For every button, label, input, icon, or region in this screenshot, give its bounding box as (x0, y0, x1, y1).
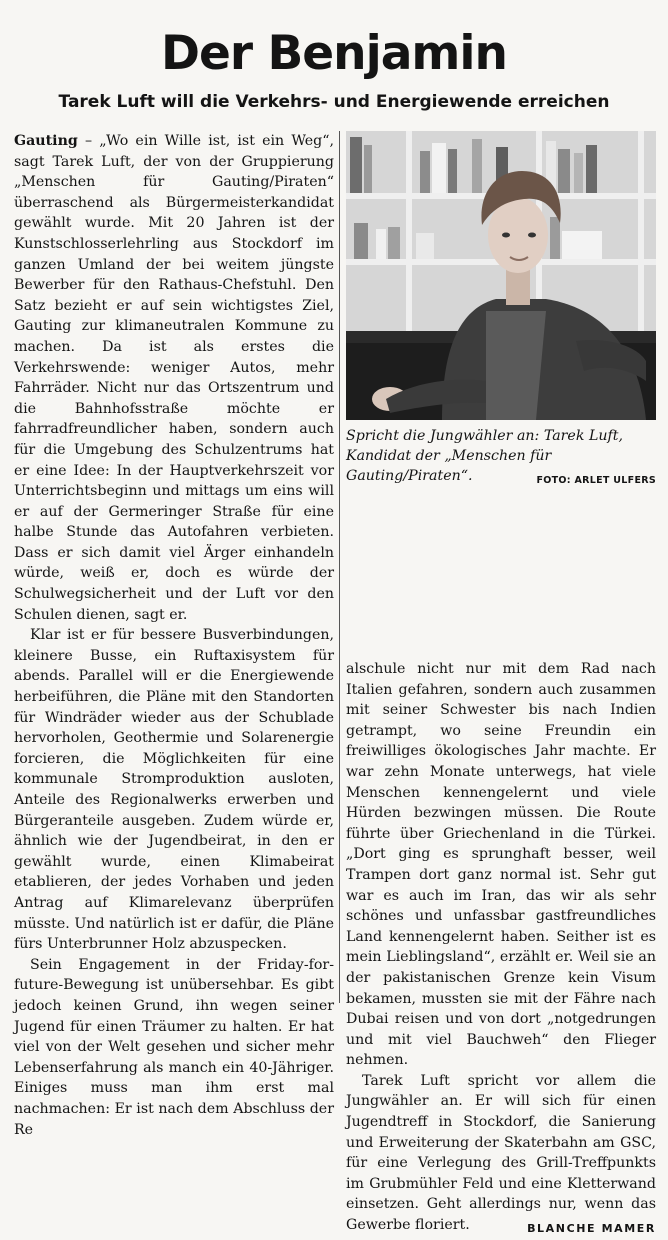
photo-caption: Spricht die Jungwähler an: Tarek Luft, Kandidat der „Menschen für Gauting/Piraten“. (346, 428, 623, 484)
paragraph-text: – „Wo ein Wille ist, ist ein Weg“, sagt Tarek Luft, der von der Gruppierung „Menschen für Gauting/Piraten“ überraschend als Bürgermeisterkandidat gewählt wurde. Mit 20 Jahren ist der Kunstschlosserlehrling aus Stockdorf im ganzen Umland der bei weitem jüngste Bewerber für den Rathaus-Chefstuhl. Den Satz bezieht er auf sein wichtigstes Ziel, Gauting zur klimaneutralen Kommune zu machen. Da ist als erstes die Verkehrswende: weniger Autos, mehr Fahrräder. Nicht nur das Ortszentrum und die Bahnhofsstraße möchte er fahrradfreundlicher haben, sondern auch für die Umgebung des Schulzentrums hat er eine Idee: In der Hauptverkehrszeit vor Unterrichtsbeginn und mittags um eins will er auf der Germeringer Straße für eine halbe Stunde das Autofahren verbieten. Dass er sich damit viel Ärger einhandeln würde, weiß er, doch es würde der Schulwegsicherheit und der Luft vor den Schulen dienen, sagt er. (14, 133, 334, 623)
photo-caption-block (346, 426, 656, 491)
paragraph: Klar ist er für bessere Busverbindungen, kleinere Busse, ein Ruftaxisystem für abends. Parallel will er die Energiewende herbeiführen, die Pläne mit den Standorten für Windräder wieder aus der Schublade hervorholen, Geothermie und Solarenergie forcieren, die Möglichkeiten für eine kommunale Stromproduktion ausloten, Anteile des Regionalwerks erwerben und Bürgeranteile ausgeben. Zudem würde er, ähnlich wie der Jugendbeirat, in den er gewählt wurde, einen Klimabeirat etablieren, der jedes Vorhaben und jeden Antrag auf Klimarelevanz überprüfen müsste. Und natürlich ist er dafür, die Pläne fürs Unterbrunner Holz abzuspecken. (14, 627, 334, 953)
author-byline: BLANCHE MAMER (527, 1222, 656, 1236)
photo-credit: FOTO: ARLET ULFERS (536, 475, 656, 486)
portrait-illustration (346, 131, 656, 420)
paragraph-text: Tarek Luft spricht vor allem die Jungwähler an. Er will sich für einen Jugendtreff in Stockdorf, die Sanierung und Erweiterung der Skaterbahn am GSC, für eine Verlegung des Grill-Treffpunkts im Grubmühler Feld und eine Kletterwand einsetzen. Geht allerdings nur, wenn das Gewerbe floriert. (346, 1072, 656, 1234)
dateline: Gauting (14, 133, 78, 149)
paragraph: Sein Engagement in der Friday-for-future-Bewegung ist unübersehbar. Es gibt jedoch keinen Grund, ihn wegen seiner Jugend für einen Träumer zu halten. Er hat viel von der Welt gesehen und sicher mehr Lebenserfahrung als manch ein 40-Jähriger. Einiges muss man ihm erst mal nachmachen: Er ist nach dem Abschluss der Re (14, 956, 334, 1138)
headline: Der Benjamin (161, 26, 507, 81)
column-divider (339, 131, 340, 1003)
subheadline: Tarek Luft will die Verkehrs- und Energiewende erreichen (58, 92, 610, 112)
paragraph: alschule nicht nur mit dem Rad nach Italien gefahren, sondern auch zusammen mit seiner Schwester bis nach Indien getrampt, wo seine Freundin ein freiwilliges ökologisches Jahr machte. Er war zehn Monate unterwegs, hat viele Menschen kennengelernt und viele Hürden bezwingen müssen. Die Route führte über Griechenland in die Türkei. „Dort ging es sprunghaft besser, weil Trampen dort ganz normal ist. Sehr gut war es auch im Iran, das wir als sehr schönes und unfassbar gastfreundliches Land kennengelernt haben. Seither ist es mein Lieblingsland“, erzählt er. Weil sie an der pakistanischen Grenze kein Visum bekamen, mussten sie mit der Fähre nach Dubai reisen und von dort „notgedrungen und mit viel Bauchweh“ den Flieger nehmen. (346, 661, 656, 1069)
article-column-2 (346, 659, 656, 1240)
portrait-photo (346, 131, 656, 420)
paragraph (14, 131, 334, 625)
article-column-1 (14, 131, 334, 1140)
paragraph (346, 1071, 656, 1236)
